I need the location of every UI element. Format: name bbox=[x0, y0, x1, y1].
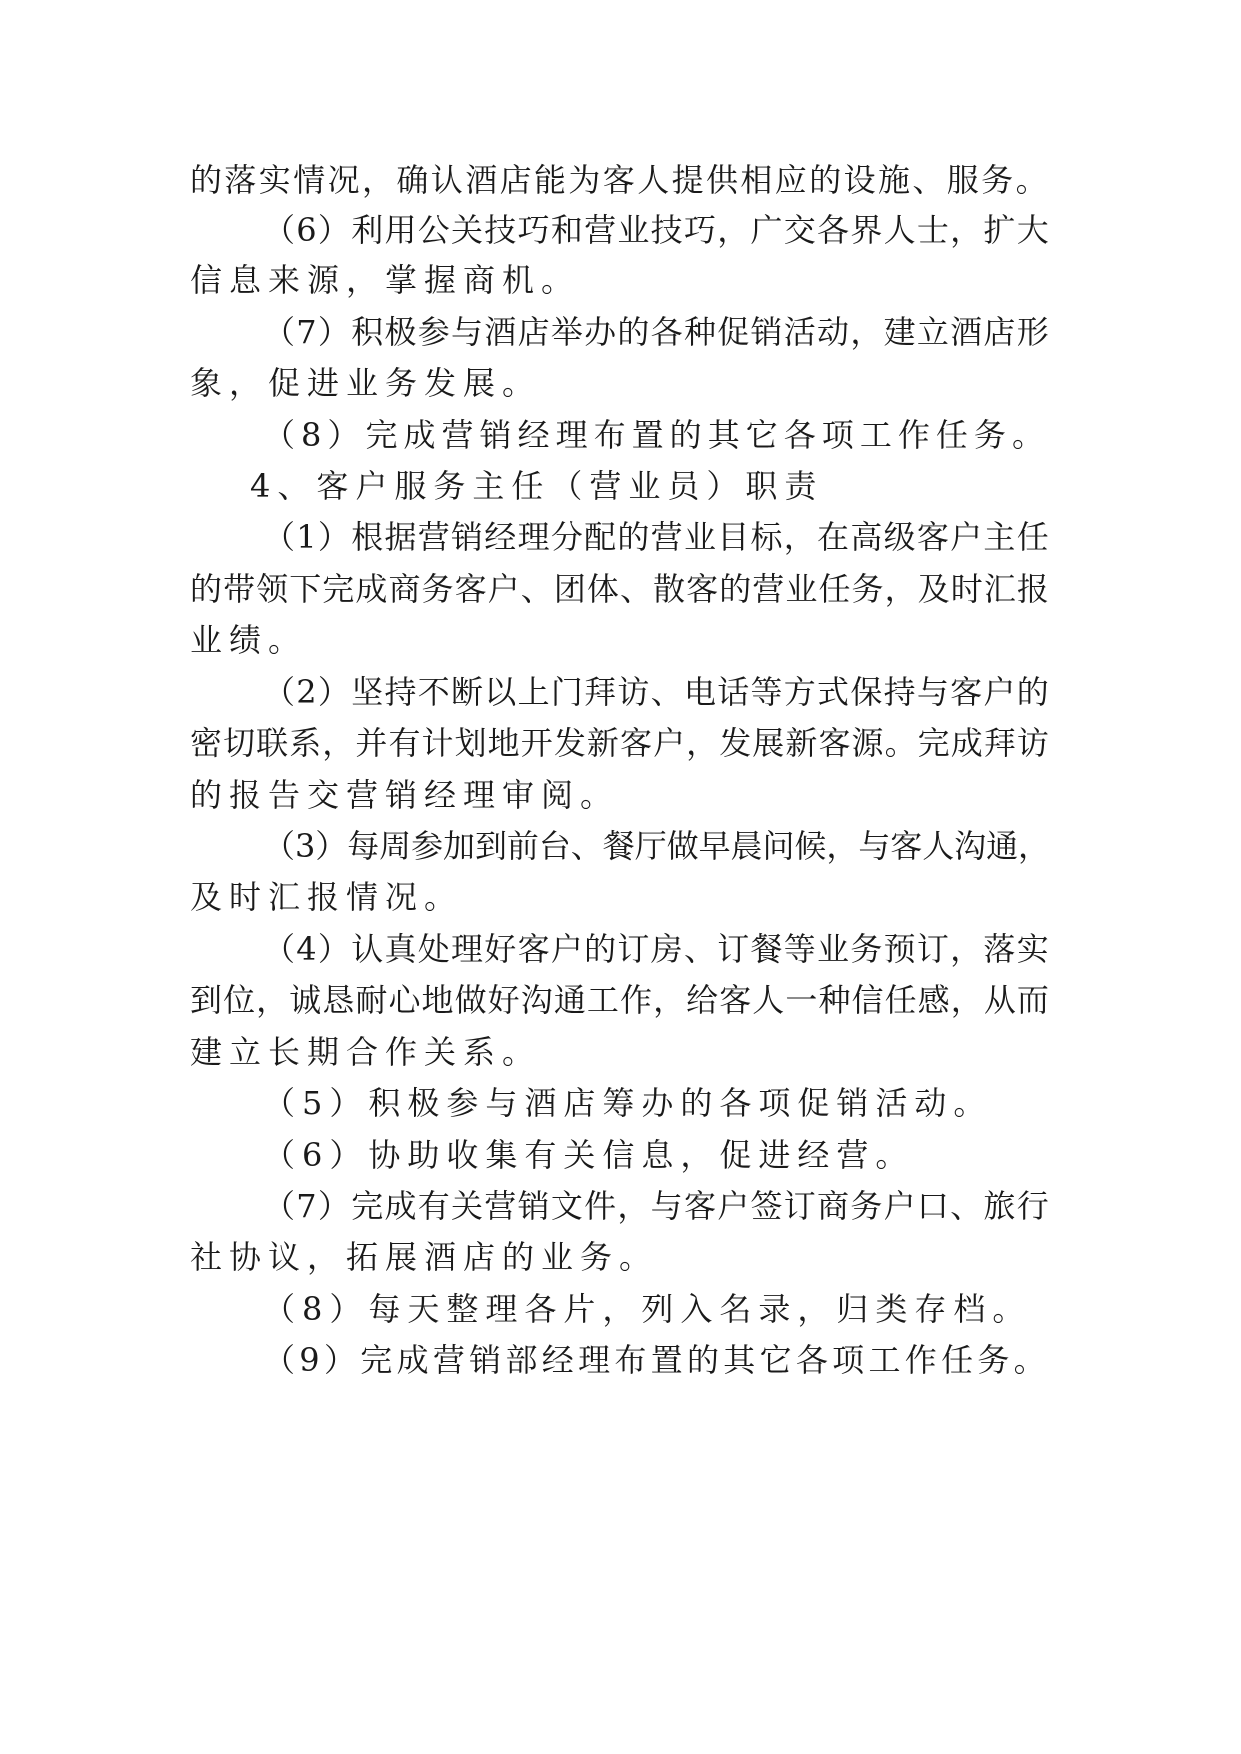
text-line: （7）完成有关营销文件，与客户签订商务户口、旅行 bbox=[263, 1187, 1050, 1225]
text-line: （2）坚持不断以上门拜访、电话等方式保持与客户的 bbox=[263, 673, 1050, 711]
text-line: 的带领下完成商务客户、团体、散客的营业任务，及时汇报 bbox=[190, 570, 1050, 608]
text-line: （6）利用公关技巧和营业技巧，广交各界人士，扩大 bbox=[263, 211, 1050, 249]
text-line: （9）完成营销部经理布置的其它各项工作任务。 bbox=[263, 1341, 1050, 1379]
text-line: （1）根据营销经理分配的营业目标，在高级客户主任 bbox=[263, 518, 1050, 556]
text-line: 社协议，拓展酒店的业务。 bbox=[190, 1238, 659, 1276]
text-line: 的落实情况，确认酒店能为客人提供相应的设施、服务。 bbox=[190, 161, 1050, 199]
text-line: （4）认真处理好客户的订房、订餐等业务预订，落实 bbox=[263, 930, 1050, 968]
text-line: （7）积极参与酒店举办的各种促销活动，建立酒店形 bbox=[263, 313, 1050, 351]
text-line: 密切联系，并有计划地开发新客户，发展新客源。完成拜访 bbox=[190, 724, 1050, 762]
text-line: 业绩。 bbox=[190, 621, 308, 659]
text-line: 的报告交营销经理审阅。 bbox=[190, 776, 620, 814]
text-line: 建立长期合作关系。 bbox=[190, 1033, 542, 1071]
text-line: 信息来源，掌握商机。 bbox=[190, 261, 581, 299]
text-line: （6）协助收集有关信息，促进经营。 bbox=[263, 1136, 915, 1174]
section-heading: 4、客户服务主任（营业员）职责 bbox=[250, 467, 824, 505]
text-line: 及时汇报情况。 bbox=[190, 878, 464, 916]
text-line: 象，促进业务发展。 bbox=[190, 364, 542, 402]
text-line: （8）完成营销经理布置的其它各项工作任务。 bbox=[263, 416, 1050, 454]
text-line: （8）每天整理各片，列入名录，归类存档。 bbox=[263, 1290, 1032, 1328]
text-line: （3）每周参加到前台、餐厅做早晨问候，与客人沟通， bbox=[263, 827, 1050, 865]
text-line: （5）积极参与酒店筹办的各项促销活动。 bbox=[263, 1084, 993, 1122]
text-line: 到位，诚恳耐心地做好沟通工作，给客人一种信任感，从而 bbox=[190, 981, 1050, 1019]
